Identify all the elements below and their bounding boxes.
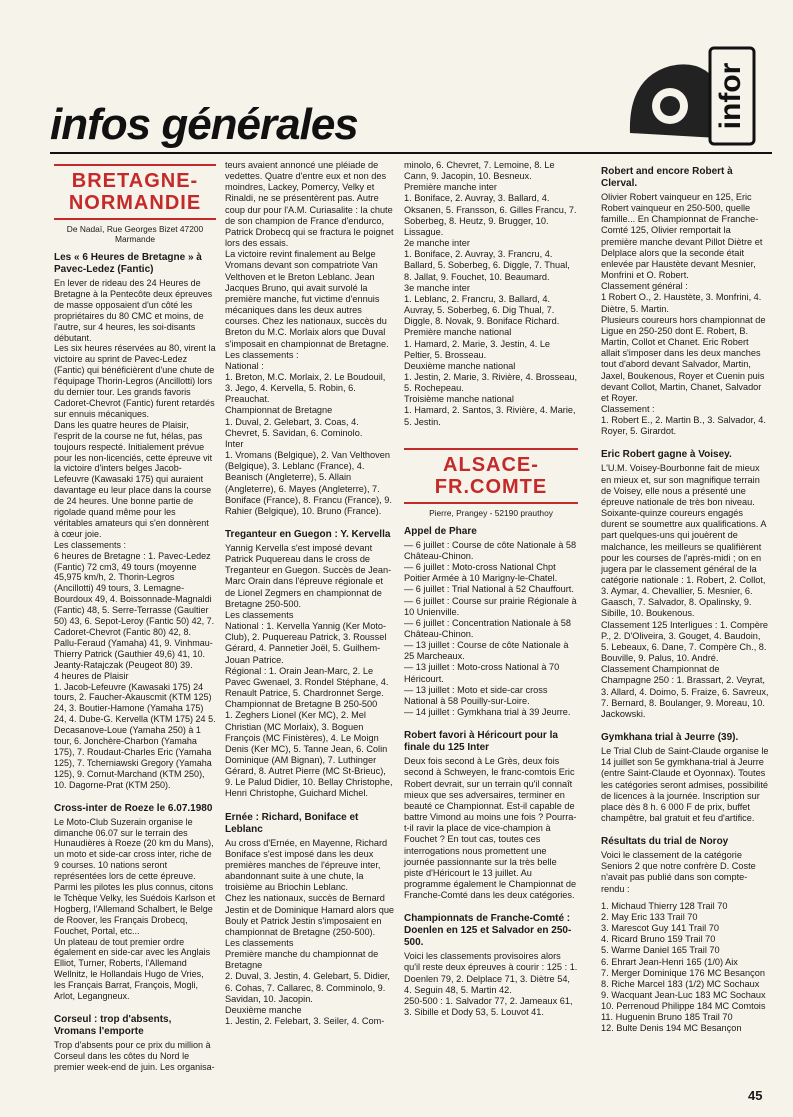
article-heading: Résultats du trial de Noroy xyxy=(601,836,729,848)
article-text: Yannig Kervella s'est imposé devant Patrick Puquereau dans le cross de Treganteur en Guegon. Succès de Jean-Marc Orain dans l'épreuve régionale et de Lionel Zegmers en championnat de Bretagne 250-500. Les classements National : 1. Kervella Yannig (Ker Moto-Club), 2. Puquereau Patrick, 3. Roussel Gérard, 4. Pannetier Joël, 5. Guilhem-Jouan Patrice. Régional : 1. Orain Jean-Marc, 2. Le Pavec Gwenael, 3. Rondel Stéphane, 4. Renault Patrice, 5. Chardronnet Serge. Championnat de Bretagne B 250-500 1. Zeghers Lionel (Ker MC), 2. Mel Christian (MC Morlaix), 3. Boguen François (MC Finistères), 4. Le Moign Denis (Ker MC), 5. Tanne Jean, 6. Colin Dominique (AM Bignan), 7. Luthinger Gérard, 8. Autret Pierre (MC St-Brieuc), 9. Le Palud Didier, 10. Bellay Christophe, Henri Christophe, Guichard Michel. xyxy=(225,543,393,799)
article-text: minolo, 6. Chevret, 7. Lemoine, 8. Le Cann, 9. Jacopin, 10. Besneux. Première manche inter 1. Boniface, 2. Auvray, 3. Ballard, 4. Oksanen, 5. Fransson, 6. Gilles Francu, 7. Soberbeg, 8. Heutz, 9. Brugger, 10. Lissague. 2e manche inter 1. Boniface, 2. Auvray, 3. Francru, 4. Ballard, 5. Soberbeg, 6. Diggle, 7. Thual, 8. Jallat, 9. Fouchet, 10. Beaumard. 3e manche inter 1. Leblanc, 2. Francru, 3. Ballard, 4. Auvray, 5. Soberbeg, 6. Dig Thual, 7. Diggle, 8. Novak, 9. Boniface Richard. Première manche national 1. Hamard, 2. Marie, 3. Jestin, 4. Le Peltier, 5. Brosseau. Deuxième manche national 1. Jestin, 2. Marie, 3. Rivière, 4. Brosseau, 5. Rochepeau. Troisième manche national 1. Hamard, 2. Santos, 3. Rivière, 4. Marie, 5. Jestin. xyxy=(404,160,578,427)
region-name: BRETAGNE- xyxy=(71,170,199,192)
spacer xyxy=(404,428,578,434)
region-address: Pierre, Prangey - 52190 prauthoy xyxy=(429,507,553,518)
article-text: Voici les classements provisoires alors qu'il reste deux épreuves à courir : 125 : 1. Doenlen 79, 2. Delplace 71, 3. Diètre 54, 4. Seguin 48, 5. Martin 42. 250-500 : 1. Salvador 77, 2. Jameaux 61, 3. Sibille et Dody 53, 5. Louvot 41. xyxy=(404,951,578,1018)
spacer xyxy=(225,800,395,806)
spacer xyxy=(225,517,395,523)
column-3 xyxy=(404,160,578,1024)
article-text: Voici le classement de la catégorie Seniors 2 que notre confrère D. Coste n'avait pas publié dans son compte-rendu : xyxy=(601,850,759,894)
result-item: 2. May Eric 133 Trail 70 xyxy=(601,911,698,922)
spacer xyxy=(54,1073,216,1079)
region-name: ALSACE- xyxy=(443,453,539,476)
column-1 xyxy=(54,160,216,1079)
spacer xyxy=(601,437,769,443)
article-heading: Robert and encore Robert à Clerval. xyxy=(601,166,733,189)
region-box xyxy=(54,164,216,220)
spacer xyxy=(404,718,578,724)
article-text: Le Trial Club de Saint-Claude organise le 14 juillet son 5e gymkhana-trial à Jeurre (entre Saint-Claude et Oyonnax). Toutes les catégories seront admises, possibilité de licences à la journée. Inscription sur place dès 8 h. 6 000 F de prix, buffet champêtre, bal gratuit et feu d'artifice. xyxy=(601,746,772,823)
article-heading: Cross-inter de Roeze le 6.07.1980 xyxy=(54,802,213,814)
result-item: 7. Merger Dominique 176 MC Besançon xyxy=(601,967,765,978)
region-name: NORMANDIE xyxy=(68,192,202,214)
spacer xyxy=(404,901,578,907)
page-number: 45 xyxy=(748,1088,763,1103)
article-heading: Les « 6 Heures de Bretagne » à Pavec-Ledez (Fantic) xyxy=(54,252,202,275)
spacer xyxy=(225,1027,395,1033)
article-heading: Championnats de Franche-Comté : Doenlen en 125 et Salvador en 250-500. xyxy=(404,913,572,949)
article-heading: Eric Robert gagne à Voisey. xyxy=(601,449,732,461)
region-name: FR.COMTE xyxy=(434,475,548,498)
result-item: 4. Ricard Bruno 159 Trail 70 xyxy=(601,934,716,945)
result-item: 10. Perrenoud Philippe 184 MC Comtois xyxy=(601,1001,766,1012)
article-heading: Robert favori à Héricourt pour la finale du 125 Inter xyxy=(404,730,558,754)
article-text: En lever de rideau des 24 Heures de Bretagne à la Pentecôte deux épreuves de masse opposaient d'un côté les propriétaires du 80 CMC et moins, de l'autre, sur 4 heures, les soi-disants débutant. Les six heures réservées au 80, virent la victoire au sprint de Pavec-Ledez (Fantic) qui bénéficièrent d'une chute de l'équipage Thorin-Legros (Ancillotti) lors du dernier tour. Les grands favoris Cadoret-Chevrot (Fantic) furent retardés sur ennuis mécaniques. Dans les quatre heures de Plaisir, l'esprit de la course ne fut, hélas, pas toujours respecté. Initialement prévue pour les non-licenciés, cette épreuve vit la victoire d'inters belges Jacob-Lefeuvre (Kawasaki 175) qui auraient davantage eu leur place dans la course de 24 heures. Une bonne partie de rigolade quand même pour les véritables amateurs qui s'en donnèrent à cœur joie. Les classements : 6 heures de Bretagne : 1. Pavec-Ledez (Fantic) 72 cm3, 49 tours (moyenne 45,975 km/h, 2. Thorin-Legros (Ancillotti) 49 tours, 3. Lemagne-Bourdoux 49, 4. Boissonnade-Magnaldi (Fantic) 48, 5. Serre-Terrasse (Gaultier 50) 43, 6. Sepot-Leroy (Fantic 50) 42, 7. Cadoret-Chevrot (Fantic 80) 42, 8. Pallu-Feraud (Yamaha) 41, 9. Vinhmau-Thierry Patrick (Gauthier 49,6) 41, 10. Jeanty-Ratajczak (Peugeot 80) 39. 4 heures de Plaisir 1. Jacob-Lefeuvre (Kawasaki 175) 24 tours, 2. Faucher-Akauscmit (KTM 125) 24, 3. Boutier-Hamone (Yamaha 175) 24, 4. Dube-G. Kervella (KTM 175) 24 5. Decasanove-Loue (Yamaha 250) à 1 tour, 6. Jonchère-Charbon (Yamaha 175), 7. Roudaut-Charles Eric (Yamaha 125), 7. Tcherniawski Gregory (Yamaha 125), 9. Cornut-Marchand (KTM 250), 10. Dagorne-Prat (KTM 250). xyxy=(54,278,216,790)
result-item: 8. Riche Marcel 183 (1/2) MC Sochaux xyxy=(601,978,760,989)
page-title: infos générales xyxy=(50,100,358,149)
result-item: 9. Wacquant Jean-Luc 183 MC Sochaux xyxy=(601,990,766,1000)
result-item: 1. Michaud Thierry 128 Trail 70 xyxy=(601,900,728,911)
result-item: 5. Warme Daniel 165 Trail 70 xyxy=(601,945,720,956)
article-heading: Treganteur en Guegon : Y. Kervella xyxy=(225,529,391,540)
region-address: De Nadaï, Rue Georges Bizet 47200 Marmande xyxy=(66,224,204,244)
article-text: teurs avaient annoncé une pléiade de vedettes. Quatre d'entre eux et non des moindres, Lackey, Pomercy, Velky et Rinaldi, ne se présentèrent pas. Autre coup dur pour l'A.M. Curiasalite : la chute de son champion de France d'endurco, Patrick Drobecq qui se fractura le poignet lors des essais. La victoire revint finalement au Belge Vromans devant son compatriote Van Velthoven et le Breton Leblanc. Jean Jacques Bruno, qui avait survolé la première manche, fut victime d'ennuis mécaniques dans les deux autres courses. Chez les nationaux, succès du Breton du M.C. Morlaix alors que Duval s'imposait en championnat de Bretagne. Les classements : National : 1. Breton, M.C. Morlaix, 2. Le Boudouil, 3. Jego, 4. Kervella, 5. Robin, 6. Preauchat. Championnat de Bretagne 1. Duval, 2. Gelebart, 3. Coas, 4. Chevret, 5. Savidan, 6. Cominolo. Inter 1. Vromans (Belgique), 2. Van Velthoven (Belgique), 3. Leblanc (France), 4. Beanisch (Angleterre), 5. Allain (Angleterre), 6. Mayes (Angleterre), 7. Boniface (France), 8. Francu (France), 9. Rahier (Belgique), 10. Bruno (France). xyxy=(225,160,394,516)
article-text: Deux fois second à Le Grès, deux fois second à Schweyen, le franc-comtois Eric Robert devrait, sur un terrain qu'il connaît mieux que ses adversaires, terminer en beauté ce Championnat. Est-il capable de battre Vimond au moins une fois ? Pourra-t-il ravir la place de vice-champion à Fouchet ? En tout cas, toutes ces interrogations nous promettent une journée passionnante sur la très belle piste d'Héricourt le 13 juillet. Au programme également le Championnat de Franche-Comté dans les deux catégories. xyxy=(404,756,579,901)
article-text: Le Moto-Club Suzerain organise le dimanche 06.07 sur le terrain des Hunaudières à Roeze (20 km du Mans), un moto et side-car cross inter, riche de 9 courses. 10 nations seront représentées lors de cette épreuve. Parmi les pilotes les plus connus, citons le Tchèque Velky, les Suédois Karlson et Hogberg, l'Allemand Schalbert, le Belge de Roover, les Français Drobecq, Fouchet, Portal, etc... Un plateau de tout premier ordre également en side-car avec les Anglais Elliot, Turner, Roberts, l'Allemand Wellnitz, le Hollandais Hugo de Vries, les Français Barrat, François, Mogli, Arlot, Legangneux. xyxy=(54,816,216,1002)
article-heading: Ernée : Richard, Boniface et Leblanc xyxy=(225,811,359,835)
article-heading: Corseul : trop d'absents, Vromans l'emporte xyxy=(54,1014,172,1037)
article-text: L'U.M. Voisey-Bourbonne fait de mieux en mieux et, sur son magnifique terrain de Voisey, elle nous a présenté une épreuve nationale de très bon niveau. Soixante-quinze coureurs engagés durent se soumettre aux qualifications. A part quelques-uns qui jouèrent de malchance, les meilleurs se qualifièrent pour les courses de l'après-midi ; on en jugera par le classement général de la catégorie nationale : 1. Robert, 2. Collot, 3. Aymar, 4. Chevallier, 5. Mesnier, 6. Gaasch, 7. Salvador, 8. Opalinsky, 9. Sibille, 10. Boukenous. Classement 125 Interligues : 1. Compère P., 2. D'Oliveira, 3. Gouget, 4. Baudoin, 5. Lebeaux, 6. Dane, 7. Compère Ch., 8. Bouville, 9. Palus, 10. André. Classement Championnat de Champagne 250 : 1. Brassart, 2. Veyrat, 3. Allard, 4. Doimo, 5. Fraize, 6. Savreux, 7. Bernard, 8. Boulanger, 9. Moreau, 10. Jackowski. xyxy=(601,463,769,719)
region-box xyxy=(404,448,578,504)
result-item: 12. Bulte Denis 194 MC Besançon xyxy=(601,1023,742,1034)
column-2 xyxy=(225,160,395,1033)
result-item: 3. Marescot Guy 141 Trail 70 xyxy=(601,923,719,934)
article-text: Au cross d'Ernée, en Mayenne, Richard Boniface s'est imposé dans les deux premières manches de l'épreuve inter, abandonnant suite à une chute, la troisième au Briochin Leblanc. Chez les nationaux, succès de Bernard Jestin et de Dominique Hamard alors que Bouly et Patrick Jestin s'imposaient en championnat de Bretagne (250-500). Les classements Première manche du championnat de Bretagne 2. Duval, 3. Jestin, 4. Gelebart, 5. Didier, 6. Cohas, 7. Callarec, 8. Comminolo, 9. Savidan, 10. Jacopin. Deuxième manche 1. Jestin, 2. Felebart, 3. Seiler, 4. Com- xyxy=(225,837,395,1027)
spacer xyxy=(404,1018,578,1024)
infor-motorcycle-logo xyxy=(610,38,760,148)
article-text: Trop d'absents pour ce prix du million à Corseul dans les côtes du Nord le premier week-end de juin. Les organisa- xyxy=(54,1040,215,1072)
title-rule xyxy=(50,152,772,154)
spacer xyxy=(54,791,216,797)
result-item: 6. Ehrart Jean-Henri 165 (1/0) Aix xyxy=(601,956,738,967)
spacer xyxy=(601,824,769,830)
logo-text: infor xyxy=(713,62,747,130)
article-heading: Appel de Phare xyxy=(404,525,477,537)
spacer xyxy=(54,1002,216,1008)
result-item: 11. Huguenin Bruno 185 Trail 70 xyxy=(601,1012,733,1023)
spacer xyxy=(601,720,769,726)
article-text: — 6 juillet : Course de côte Nationale à 58 Château-Chinon. — 6 juillet : Moto-cross National Chpt Poitier Armée à 10 Marigny-le-Chatel. — 6 juillet : Trial National à 52 Chauffourt. — 6 juillet : Course sur prairie Régionale à 10 Unienville. — 6 juillet : Concentration Nationale à 58 Château-Chinon. — 13 juillet : Course de côte Nationale à 25 Marcheaux. — 13 juillet : Moto-cross National à 70 Héricourt. — 13 juillet : Moto et side-car cross National à 58 Pouilly-sur-Loire. — 14 juillet : Gymkhana trial à 39 Jeurre. xyxy=(404,539,577,718)
column-4 xyxy=(601,160,772,1035)
article-heading: Gymkhana trial à Jeurre (39). xyxy=(601,732,739,744)
article-text: Olivier Robert vainqueur en 125, Eric Robert vainqueur en 250-500, quelle famille... En Championnat de Franche-Comté 125, Olivier remportait la première manche devant Pillot Diètre et Delplace alors que la seconde était enlevée par Haustète devant Mesnier, Monfrini et O. Robert. Classement général : 1 Robert O., 2. Haustète, 3. Monfrini, 4. Diètre, 5. Martin. Plusieurs coureurs hors championnat de Ligue en 250-250 dont E. Robert, B. Martin, Collot et Chanet. Eric Robert allait s'imposer dans les deux manches tout d'abord devant Salvador, Martin, Jaxel, Boukenous, Royer et Cuenin puis devant Collot, Martin, Chanet, Salvador et Royer. Classement : 1. Robert E., 2. Martin B., 3. Salvador, 4. Royer, 5. Girardot. xyxy=(601,192,766,437)
